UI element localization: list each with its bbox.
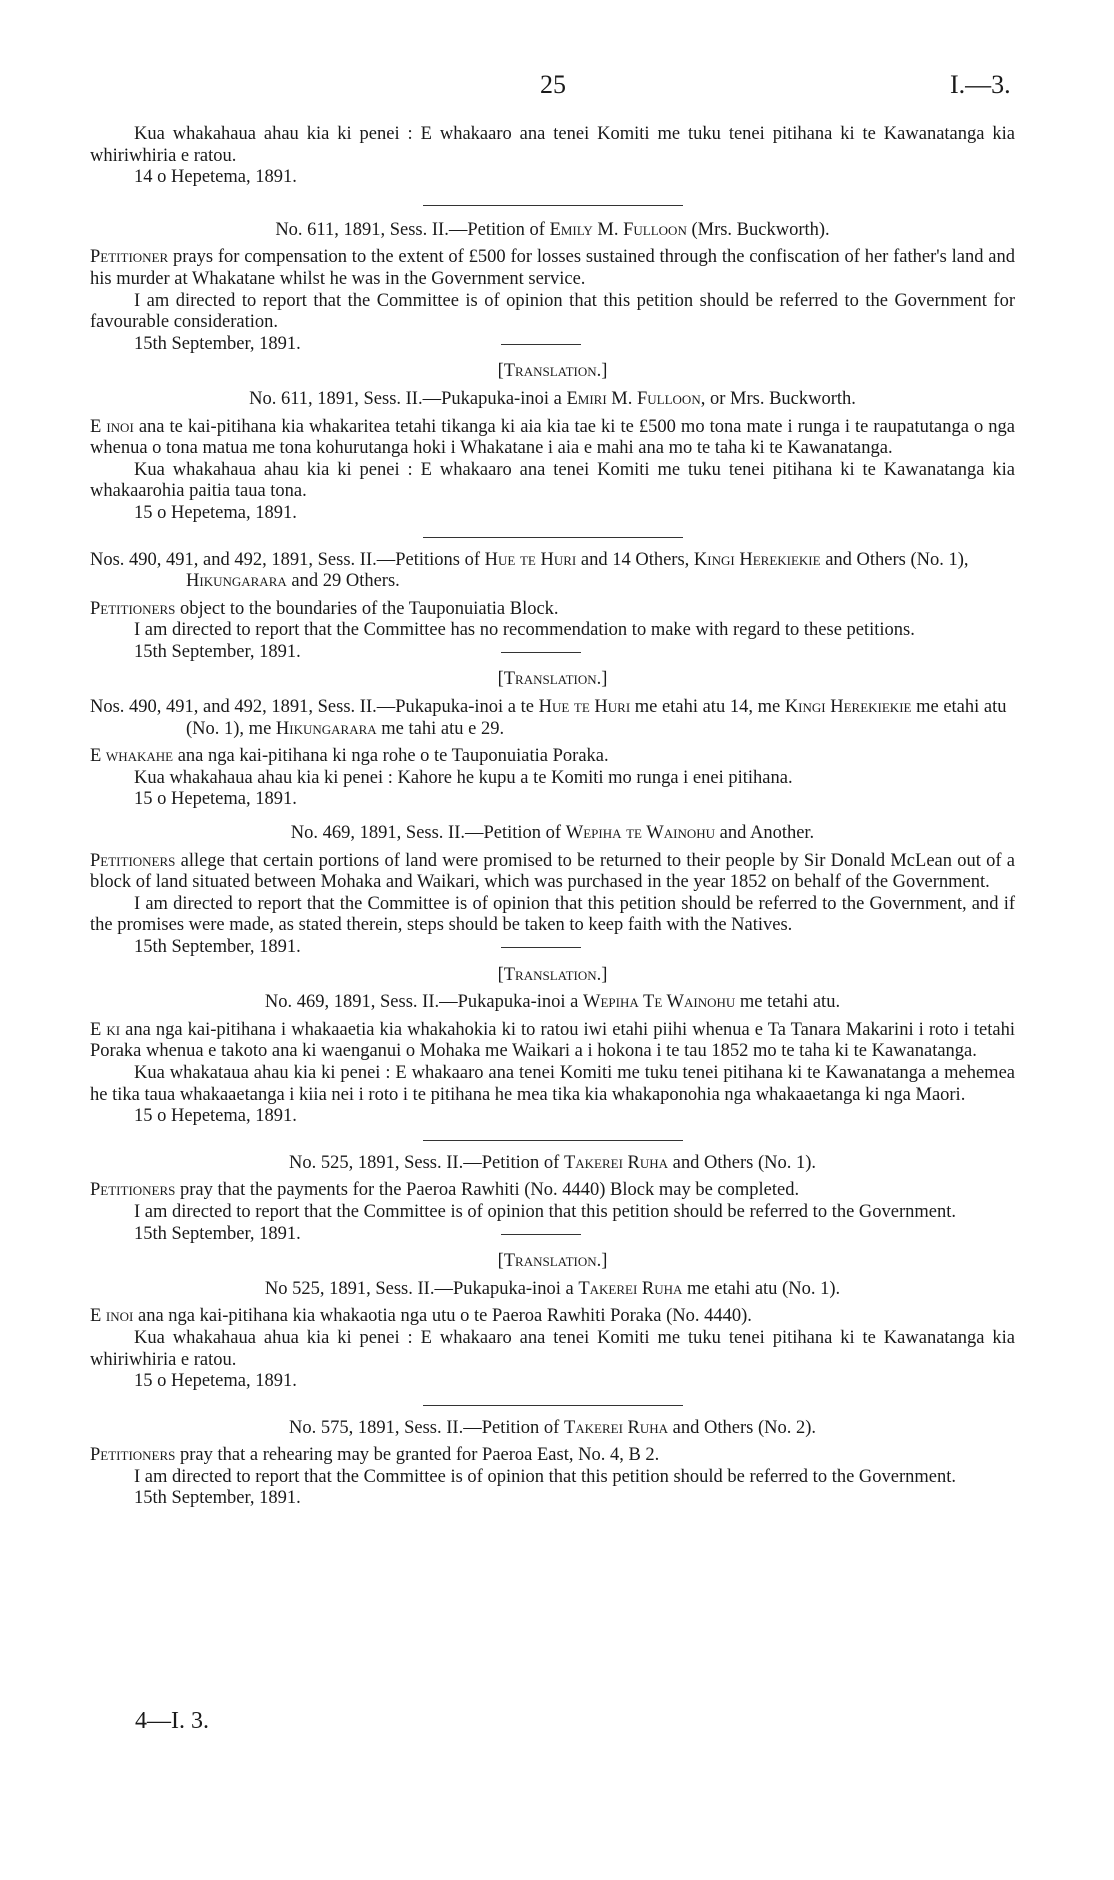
petition-490-objection: Petitioners object to the boundaries of the Tauponuiatia Block.: [90, 598, 559, 619]
document-body: [90, 124, 1015, 1510]
petition-525-prayer: Petitioners pray that the payments for the Paeroa Rawhiti (No. 4440) Block may be completed.: [90, 1180, 800, 1201]
petition-575-date: 15th September, 1891.: [134, 1488, 301, 1509]
petition-490-tr-body: E whakahe ana nga kai-pitihana ki nga rohe o te Tauponuiatia Poraka.: [90, 746, 609, 767]
petition-469-report: I am directed to report that the Committee is of opinion that this petition should be referred to the Government, and if the promises were made, as stated therein, steps should be taken to keep faith with the Natives.: [90, 893, 1015, 936]
paper-reference: I.—3.: [950, 70, 1011, 99]
translation-label: [Translation.]: [497, 361, 608, 382]
section-divider: [423, 205, 683, 206]
petition-611-tr-body: E inoi ana te kai-pitihana kia whakaritea tetahi tikanga ki aia kia tae ki te £500 mo tona mate i runga i te raupatutanga o nga whenua o tona matua me tona kohurutanga hoki i Whakatane i aia e mahi ana mo te taha ki te Kawanatanga.: [90, 416, 1015, 459]
short-divider: [501, 947, 581, 948]
petition-490-heading: Nos. 490, 491, and 492, 1891, Sess. II.—Petitions of Hue te Huri and 14 Others, Kingi Herekiekie and Others (No. 1), Hikungarara and 29 Others.: [90, 549, 969, 592]
petition-490-tr-heading: Nos. 490, 491, and 492, 1891, Sess. II.—Pukapuka-inoi a te Hue te Huri me etahi atu 14, me Kingi Herekiekie me etahi atu (No. 1), me Hikungarara me tahi atu e 29.: [90, 697, 1007, 739]
petition-525-report: I am directed to report that the Committee is of opinion that this petition should be referred to the Government.: [134, 1201, 957, 1222]
short-divider: [501, 1234, 581, 1235]
petition-575-report: I am directed to report that the Committee is of opinion that this petition should be referred to the Government.: [134, 1466, 957, 1487]
section-divider: [423, 1405, 683, 1406]
translation-label: [Translation.]: [497, 669, 608, 690]
intro-paragraph: Kua whakahaua ahau kia ki penei : E whakaaro ana tenei Komiti me tuku tenei pitihana ki te Kawanatanga kia whiriwhiria e ratou.: [90, 124, 1015, 166]
petition-525-tr-report: Kua whakahaua ahua kia ki penei : E whakaaro ana tenei Komiti me tuku tenei pitihana ki te Kawanatanga kia whiriwhiria e ratou.: [90, 1327, 1015, 1370]
translation-label: [Translation.]: [497, 1251, 608, 1272]
petition-525-heading: No. 525, 1891, Sess. II.—Petition of Takerei Ruha and Others (No. 1).: [289, 1152, 816, 1173]
intro-date: 14 o Hepetema, 1891.: [134, 167, 297, 188]
petition-611-heading: No. 611, 1891, Sess. II.—Petition of Emily M. Fulloon (Mrs. Buckworth).: [275, 219, 830, 240]
signature-mark: 4—I. 3.: [135, 1708, 209, 1734]
petition-575-prayer: Petitioners pray that a rehearing may be granted for Paeroa East, No. 4, B 2.: [90, 1445, 660, 1466]
petition-490-report: I am directed to report that the Committee has no recommendation to make with regard to these petitions.: [134, 620, 915, 641]
short-divider: [501, 652, 581, 653]
short-divider: [501, 344, 581, 345]
translation-label: [Translation.]: [497, 964, 608, 985]
petition-525-tr-body: E inoi ana nga kai-pitihana kia whakaotia nga utu o te Paeroa Rawhiti Poraka (No. 4440).: [90, 1306, 752, 1327]
petition-469-date: 15th September, 1891.: [134, 937, 301, 957]
petition-469-tr-body: E ki ana nga kai-pitihana i whakaaetia kia whakahokia ki to ratou iwi etahi piihi whenua e Ta Tanara Makarini i roto i tetahi Poraka whenua e takoto ana ki waenganui o Mohaka me Waikari a i hokona i te tau 1852 mo te taha ki te Kawanatanga.: [90, 1019, 1015, 1062]
petition-525-tr-date: 15 o Hepetema, 1891.: [134, 1371, 297, 1392]
petition-611-report: I am directed to report that the Committee is of opinion that this petition should be referred to the Government for favourable consideration.: [90, 290, 1015, 333]
petition-611-tr-heading: No. 611, 1891, Sess. II.—Pukapuka-inoi a Emiri M. Fulloon, or Mrs. Buckworth.: [249, 388, 856, 409]
petition-469-tr-date: 15 o Hepetema, 1891.: [134, 1106, 297, 1127]
petition-611-tr-report: Kua whakahaua ahau kia ki penei : E whakaaro ana tenei Komiti me tuku tenei pitihana ki te Kawanatanga kia whakaarohia paitia taua tona.: [90, 459, 1015, 502]
petition-611-date: 15th September, 1891.: [134, 333, 301, 354]
petition-525-tr-heading: No 525, 1891, Sess. II.—Pukapuka-inoi a Takerei Ruha me etahi atu (No. 1).: [264, 1278, 841, 1299]
section-divider: [423, 537, 683, 538]
petition-469-tr-report: Kua whakataua ahau kia ki penei : E whakaaro ana tenei Komiti me tuku tenei pitihana ki te Kawanatanga a mehemea he tika taua whakaaetanga i kiia nei i roto i te pitihana he mea tika kia whakaponohia nga whakaaetanga ki nga Maori.: [90, 1062, 1015, 1105]
page-number: 25: [540, 70, 566, 99]
petition-525-date: 15th September, 1891.: [134, 1223, 301, 1244]
section-divider: [423, 1140, 683, 1141]
petition-490-date: 15th September, 1891.: [134, 641, 301, 662]
petition-469-heading: No. 469, 1891, Sess. II.—Petition of Wepiha te Wainohu and Another.: [290, 823, 815, 844]
petition-611-tr-date: 15 o Hepetema, 1891.: [134, 502, 297, 523]
petition-469-tr-heading: No. 469, 1891, Sess. II.—Pukapuka-inoi a Wepiha Te Wainohu me tetahi atu.: [264, 992, 841, 1013]
petition-490-tr-date: 15 o Hepetema, 1891.: [134, 789, 297, 810]
petition-575-heading: No. 575, 1891, Sess. II.—Petition of Takerei Ruha and Others (No. 2).: [289, 1417, 816, 1438]
petition-490-tr-report: Kua whakahaua ahau kia ki penei : Kahore he kupu a te Komiti mo runga i enei pitihana.: [134, 767, 793, 788]
petition-611-prayer: Petitioner prays for compensation to the extent of £500 for losses sustained through the confiscation of her father's land and his murder at Whakatane whilst he was in the Government service.: [90, 247, 1015, 289]
petition-469-allegation: Petitioners allege that certain portions of land were promised to be returned to their people by Sir Donald McLean out of a block of land situated between Mohaka and Waikari, which was purchased in the year 1852 on behalf of the Government.: [90, 850, 1015, 893]
